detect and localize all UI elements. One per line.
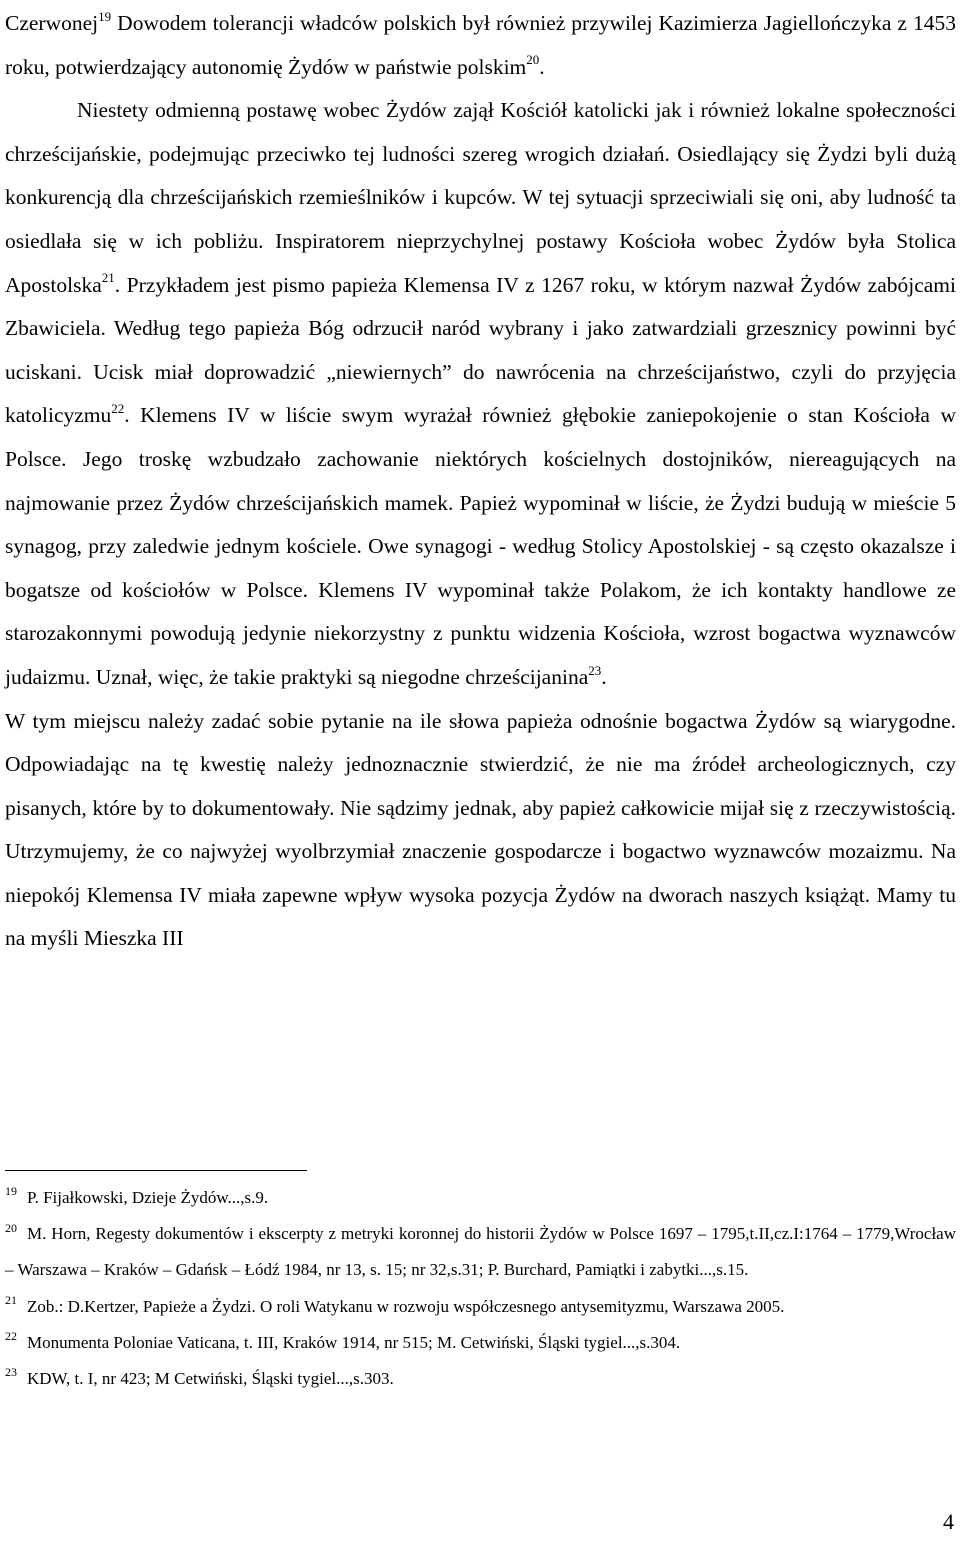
footnote-text: P. Fijałkowski, Dzieje Żydów...,s.9. [27, 1188, 269, 1207]
footnote-ref-23[interactable]: 23 [588, 662, 602, 678]
footnote-ref-19[interactable]: 19 [98, 8, 112, 24]
footnote-text: KDW, t. I, nr 423; M Cetwiński, Śląski tygiel...,s.303. [27, 1369, 394, 1389]
paragraph-text: . Przykładem jest pismo papieża Klemensa IV z 1267 roku, w którym nazwał Żydów zabójcami Zbawiciela. Według tego papieża Bóg odrzucił naród wybrany i jako zatwardziali grzesznicy powinni być uciskani. Ucisk miał doprowadzić „niewiernych” do nawrócenia na chrześcijaństwo, czyli do przyjęcia katolicyzmu [5, 272, 956, 428]
paragraph-3: W tym miejscu należy zadać sobie pytanie na ile słowa papieża odnośnie bogactwa Żydów są wiarygodne. Odpowiadając na tę kwestię należy jednoznacznie stwierdzić, że nie ma źródeł archeologicznych, czy pisanych, które by to dokumentowały. Nie sądzimy jednak, aby papież całkowicie mijał się z rzeczywistością. Utrzymujemy, że co najwyżej wyolbrzymiał znaczenie gospodarcze i bogactwo wyznawców mozaizmu. Na niepokój Klemensa IV miała zapewne wpływ wysoka pozycja Żydów na dworach naszych książąt. Mamy tu na myśli Mieszka III [5, 708, 956, 951]
footnote-23 [5, 1361, 956, 1397]
footnote-20 [5, 1216, 956, 1288]
footnotes [5, 1180, 956, 1397]
footnote-22 [5, 1325, 956, 1361]
footnote-separator [5, 1170, 307, 1171]
footnote-number: 23 [5, 1365, 17, 1380]
footnote-ref-20[interactable]: 20 [526, 52, 540, 68]
body-text [5, 0, 956, 961]
footnote-number: 20 [5, 1220, 17, 1235]
footnote-19 [5, 1180, 956, 1216]
footnote-text: M. Horn, Regesty dokumentów i ekscerpty z metryki koronnej do historii Żydów w Polsce 1697 – 1795,t.II,cz.I:1764 – 1779,Wrocław – Warszawa – Kraków – Gdańsk – Łódź 1984, nr 13, s. 15; nr 32,s.31; P. Burchard, Pamiątki i zabytki...,s.15. [5, 1224, 956, 1280]
paragraph-text: Czerwonej [5, 11, 99, 35]
paragraph-text: . [539, 54, 545, 79]
footnote-number: 19 [5, 1184, 17, 1199]
paragraph-1 [5, 2, 956, 89]
paragraph-text: Niestety odmienną postawę wobec Żydów zajął Kościół katolicki jak i również lokalne społeczności chrześcijańskie, podejmując przeciwko tej ludności szereg wrogich działań. Osiedlający się Żydzi byli dużą konkurencją dla chrześcijańskich rzemieślników i kupców. W tej sytuacji sprzeciwiali się oni, aby ludność ta osiedlała się w ich pobliżu. Inspiratorem nieprzychylnej postawy Kościoła wobec Żydów była Stolica Apostolska [5, 98, 956, 297]
page-number: 4 [943, 1509, 954, 1534]
paragraph-text: . [601, 664, 607, 689]
paragraph-text: . Klemens IV w liście swym wyrażał również głębokie zaniepokojenie o stan Kościoła w Polsce. Jego troskę wzbudzało zachowanie niektórych kościelnych dostojników, niereagujących na najmowanie przez Żydów chrześcijańskich mamek. Papież wypominał w liście, że Żydzi budują w mieście 5 synagog, przy zaledwie jednym kościele. Owe synagogi - według Stolicy Apostolskiej - są często okazalsze i bogatsze od kościołów w Polsce. Klemens IV wypominał także Polakom, że ich kontakty handlowe ze starozakonnymi powodują jedynie niekorzystny z punktu widzenia Kościoła, wzrost bogactwa wyznawców judaizmu. Uznał, więc, że takie praktyki są niegodne chrześcijanina [5, 403, 956, 689]
footnote-number: 22 [5, 1329, 17, 1344]
footnote-ref-22[interactable]: 22 [111, 401, 125, 417]
paragraph-text: Dowodem tolerancji władców polskich był również przywilej Kazimierza Jagiellończyka z 1453 roku, potwierdzający autonomię Żydów w państwie polskim [5, 11, 956, 79]
footnote-text: Monumenta Poloniae Vaticana, t. III, Kraków 1914, nr 515; M. Cetwiński, Śląski tygiel...,s.304. [27, 1332, 681, 1352]
footnote-21 [5, 1289, 956, 1325]
footnote-ref-21[interactable]: 21 [101, 270, 115, 286]
footnote-text: Zob.: D.Kertzer, Papieże a Żydzi. O roli Watykanu w rozwoju współczesnego antysemityzmu, Warszawa 2005. [27, 1296, 785, 1316]
paragraph-2 [5, 89, 956, 699]
footnote-number: 21 [5, 1292, 17, 1307]
